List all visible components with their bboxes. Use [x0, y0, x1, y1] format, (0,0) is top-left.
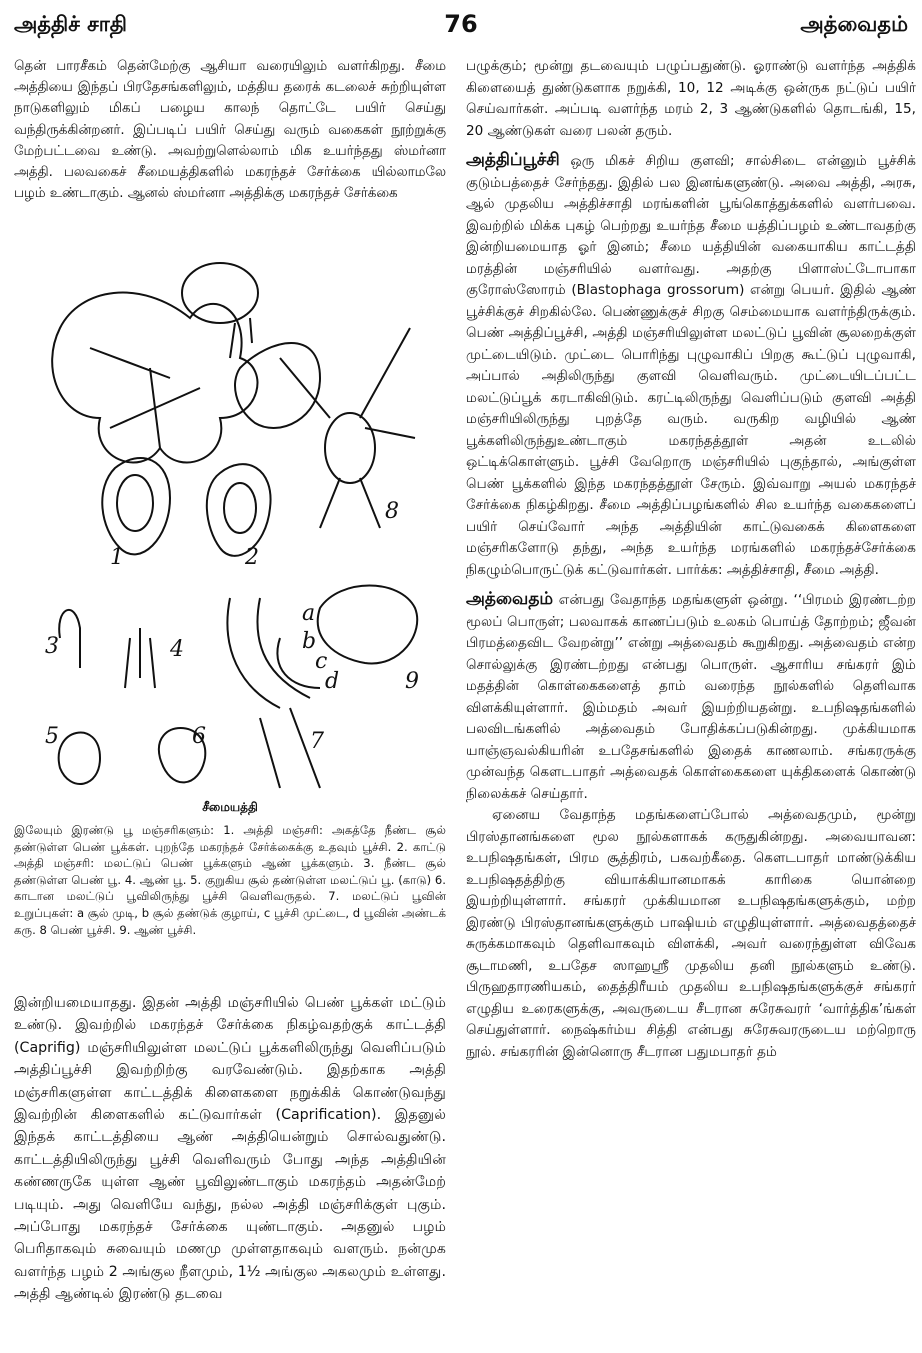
entry-heading: அத்வைதம்: [466, 589, 554, 609]
section-2-drawing: [207, 464, 271, 556]
entry-advaitam: [466, 589, 916, 805]
fig-label-3: 3: [45, 634, 59, 659]
running-head-right: அத்வைதம்: [800, 12, 908, 36]
running-head-left: அத்திச் சாதி: [14, 12, 127, 36]
page-header: [0, 0, 922, 46]
fig-label-7: 7: [310, 729, 324, 754]
section-1-drawing: [102, 458, 170, 554]
paragraph-text: பழுக்கும்; மூன்று தடவையும் பழுப்பதுண்டு. ஓராண்டு வளர்ந்த அத்திக் கிளையைத் துண்டுகளாக நறுக்கி, 10, 12 அடிக்கு ஒன்ருக நட்டுப் பயிர் செய்வார்கள். அப்படி வளர்ந்த மரம் 2, 3 ஆண்டுகளில் தொடங்கி, 15, 20 ஆண்டுகள் வரை பலன் தரும்.: [466, 58, 916, 139]
fig-label-a: a: [302, 601, 316, 626]
fig-label-9: 9: [405, 669, 419, 694]
page-number: 76: [444, 10, 478, 38]
fig-label-b: b: [302, 629, 317, 654]
fig-drawing: [20, 248, 440, 800]
fig-label-c: c: [315, 649, 328, 674]
fig-label-2: 2: [245, 545, 259, 570]
paragraph: இன்றியமையாதது. இதன் அத்தி மஞ்சரியில் பெண் பூக்கள் மட்டும் உண்டு. இவற்றில் மகரந்தச் சேர்க்கை நிகழ்வதற்குக் காட்டத்தி (Caprifig) மஞ்சரியிலுள்ள மலட்டுப் பூக்களிலிருந்து வெளிப்படும் அத்திப்பூச்சி இவற்றிற்கு வரவேண்டும். இதற்காக அத்தி மஞ்சரிகளுள்ள காட்டத்திக் கிளைகளை நறுக்கிக் கொண்டுவந்து இவற்றின் கிளைகளில் கட்டுவார்கள் (Caprification). இதனுல் இந்தக் காட்டத்தியை ஆண் அத்தியென்றும் சொல்வதுண்டு. காட்டத்தியிலிருந்து பூச்சி வெளிவரும் போது அந்த அத்தியின் கண்ணருகே யுள்ள ஆண் பூவிலுண்டாகும் மகரந்தம் அதன்மேற் படியும். அது வெளியே வந்து, நல்ல அத்தி மஞ்சரிக்குள் புகும். அப்போது மகரந்தச் சேர்க்கை யுண்டாகும். அதனுல் பழம் பெரிதாகவும் சுவையும் மணமு முள்ளதாகவும் வளரும். நன்முக வளர்ந்த பழம் 2 அங்குல நீளமும், 1½ அங்குல அகலமும் உள்ளது. அத்தி ஆண்டில் இரண்டு தடவை: [14, 995, 446, 1303]
fig-label-4: 4: [170, 637, 184, 662]
paragraph: [466, 56, 916, 142]
fig-illustration: [20, 248, 440, 800]
right-column: [466, 56, 916, 1063]
fig-label-6: 6: [192, 724, 206, 749]
paragraph-text: ஏனைய வேதாந்த மதங்களைப்போல் அத்வைதமும், மூன்று பிரஸ்தானங்களை மூல நூல்களாகக் கருதுகின்றது. அவையாவன: உபநிஷதங்கள், பிரம சூத்திரம், பகவற்கீதை. கௌடபாதர் மாண்டுக்கிய உபநிஷதத்திற்கு வியாக்கியானமாகக் காரிகை யொன்றை இயற்றியுள்ளார். சங்கரர் முக்கியமான உபநிஷதங்களுக்கும், மற்ற இரண்டு பிரஸ்தானங்களுக்கும் பாஷியம் எழுதியுள்ளார். அத்வைதத்தைச் சுருக்கமாகவும் தெளிவாகவும் விளக்கி, அவர் வரைந்துள்ள விவேக சூடாமணி, உபதேச ஸாஹஸ்ரீ முதலிய தனி நூல்களும் உண்டு. பிருஹதாரணியகம், தைத்திரீயம் முதலிய உபநிஷதங்களுக்குச் சங்கரர் எழுதிய உரைகளுக்கு, அவருடைய சீடரான சுரேசுவரர் ‘வார்த்திக’ங்கள் செய்துள்ளார். நைஷ்கர்ம்ய சித்தி என்பது சுரேசுவரருடைய மற்றொரு நூல். சங்கரரின் இன்னொரு சீடரான பதுமபாதர் தம்: [466, 807, 916, 1060]
figure-caption: சீமையத்தி: [202, 800, 258, 814]
fig-label-d: d: [325, 669, 340, 694]
entry-text: என்பது வேதாந்த மதங்களுள் ஒன்று. ‘‘பிரமம் இரண்டற்ற மூலப் பொருள்; பலவாகக் காணப்படும் உலகம் பொய்த் தோற்றம்; ஜீவன் பிரமத்தைவிட வேறன்று’’ என்று அத்வைதம் கூறுகிறது. அத்வைதம் என்ற சொல்லுக்கு இரண்டற்றது என்பது பொருள். ஆசாரிய சங்கரர் இம் மதத்தின் கொள்கைகளைத் தாம் வரைந்த நூல்களில் தெளிவாக விளக்கியுள்ளார். இம்மதம் அவர் இயற்றியதன்று. உபநிஷதங்களில் பலவிடங்களில் அத்வைதம் போதிக்கப்படுகின்றது. முக்கியமாக யாஞ்ஞவல்கியரின் உபதேசங்களில் இதைக் காணலாம். சங்கரருக்கு முன்வந்த கௌடபாதர் அத்வைதக் கொள்கைகளை யுக்திகளைக் கொண்டு நிலைக்கச் செய்தார்.: [466, 592, 916, 802]
left-column-bottom: [14, 992, 446, 1306]
fig-label-1: 1: [110, 545, 124, 570]
fig-label-8: 8: [385, 499, 399, 524]
insect-female-drawing: [280, 328, 415, 528]
entry-heading: அத்திப்பூச்சி: [466, 150, 560, 170]
flower-parts-drawing: [59, 598, 320, 788]
paragraph: தென் பாரசீகம் தென்மேற்கு ஆசியா வரையிலும் வளர்கிறது. சீமை அத்தியை இந்தப் பிரதேசங்களிலும், மத்திய தரைக் கடலைச் சுற்றியுள்ள நாடுகளிலும் மிகப் பழைய காலந் தொட்டே பயிர் செய்து வந்திருக்கின்றனர். இப்படிப் பயிர் செய்து வரும் வகைகள் நூற்றுக்கு மேற்பட்டவை உண்டு. அவற்றுளெல்லாம் மிக உயர்ந்தது ஸ்மர்னா அத்தி. பலவகைச் சீமையத்திகளில் மகரந்தச் சேர்க்கை யில்லாமலே பழம் உண்டாகும். ஆனல் ஸ்மர்னா அத்திக்கு மகரந்தச் சேர்க்கை: [14, 59, 446, 202]
leaf-drawing: [52, 293, 257, 463]
entry-text: ஒரு மிகச் சிறிய குளவி; சால்சிடை என்னும் பூச்சிக் குடும்பத்தைச் சேர்ந்தது. இதில் பல இனங்களுண்டு. அவை அத்தி, அரசு, ஆல் முதலிய அத்திச்சாதி மரங்களின் பூங்கொத்துக்களில் வளர்பவை. இவற்றில் மிக்க புகழ் பெற்றது உயர்ந்த சீமை யத்திப்பழம் உண்டாவதற்கு இன்றியமையாத ஓர் இனம்; சீமை யத்தியின் வகையாகிய காட்டத்தி மரத்தின் மஞ்சரியில் வளர்வது. அதற்கு பிளாஸ்ட்டோபாகா குரோஸ்ஸோரம் (Blastophaga grossorum) என்று பெயர். இதில் ஆண் பூச்சிக்குச் சிறகில்லே. பெண்ணுக்குச் சிறகு செம்மையாக வளர்ந்திருக்கும். பெண் அத்திப்பூச்சி, அத்தி மஞ்சரியிலுள்ள மலட்டுப் பூவின் சூலறைக்குள் முட்டையிடும். முட்டை பொரிந்து புழுவாகிப் பிறகு கூட்டுப் புழுவாகி, அப்பால் அதிலிருந்து குளவி வெளிவரும். முட்டையிடப்பட்ட மலட்டுப்பூக் கரடாகிவிடும். கரட்டிலிருந்து வெளிப்படும் குளவி அத்தி மஞ்சரியிலிருந்து புறத்தே வரும். வருகிற வழியில் ஆண் பூக்களிலிருந்துஉண்டாகும் மகரந்தத்தூள் அதன் உடலில் ஒட்டிக்கொள்ளும். பூச்சி வேறொரு மஞ்சரியில் புகுந்தால், அங்குள்ள பெண் பூக்களில் இந்த மகரந்தத்தூள் சேரும். இவ்வாறு அயல் மகரந்தச் சேர்க்கை நிகழ்கிறது. சீமை அத்திப்பழங்களில் சில உயர்ந்த வகைகளைப் பயிர் செய்வோர் அந்த அத்தியின் காட்டுவகைக் கிளைகளை மஞ்சரிகளோடு தந்து, அந்த உயர்ந்த மரங்களில் மகரந்தச்சேர்க்கை நிகழும்பொருட்டுக் கட்டுவார்கள். பார்க்க: அத்திச்சாதி, சீமை அத்தி.: [466, 153, 916, 578]
left-column-top: [14, 56, 446, 204]
insect-male-drawing: [318, 586, 417, 664]
legend-text: இலேயும் இரண்டு பூ மஞ்சரிகளும்: 1. அத்தி மஞ்சரி: அகத்தே நீண்ட சூல் தண்டுள்ள பெண் பூக்கள். புறந்தே மகரந்தச் சேர்க்கைக்கு உதவும் பூச்சி. 2. காட்டு அத்தி மஞ்சரி: மலட்டுப் பெண் பூக்களும் ஆண் பூக்களும். 3. நீண்ட சூல் தண்டுள்ள பெண் பூ. 4. ஆண் பூ. 5. குறுகிய சூல் தண்டுள்ள மலட்டுப் பூ. (காடு) 6. காடான மலட்டுப் பூவிலிருந்து பூச்சி வெளிவருதல். 7. மலட்டுப் பூவின் உறுப்புகள்: a சூல் முடி, b சூல் தண்டுக் குழாய், c பூச்சி முட்டை, d பூவின் அண்டக் கரு. 8 பெண் பூச்சி. 9. ஆண் பூச்சி.: [14, 823, 446, 937]
paragraph: [466, 805, 916, 1063]
figure-label-numbers: [45, 499, 419, 754]
entry-attippuchi: [466, 150, 916, 581]
fig-label-5: 5: [45, 724, 59, 749]
figure-legend: [14, 822, 446, 938]
